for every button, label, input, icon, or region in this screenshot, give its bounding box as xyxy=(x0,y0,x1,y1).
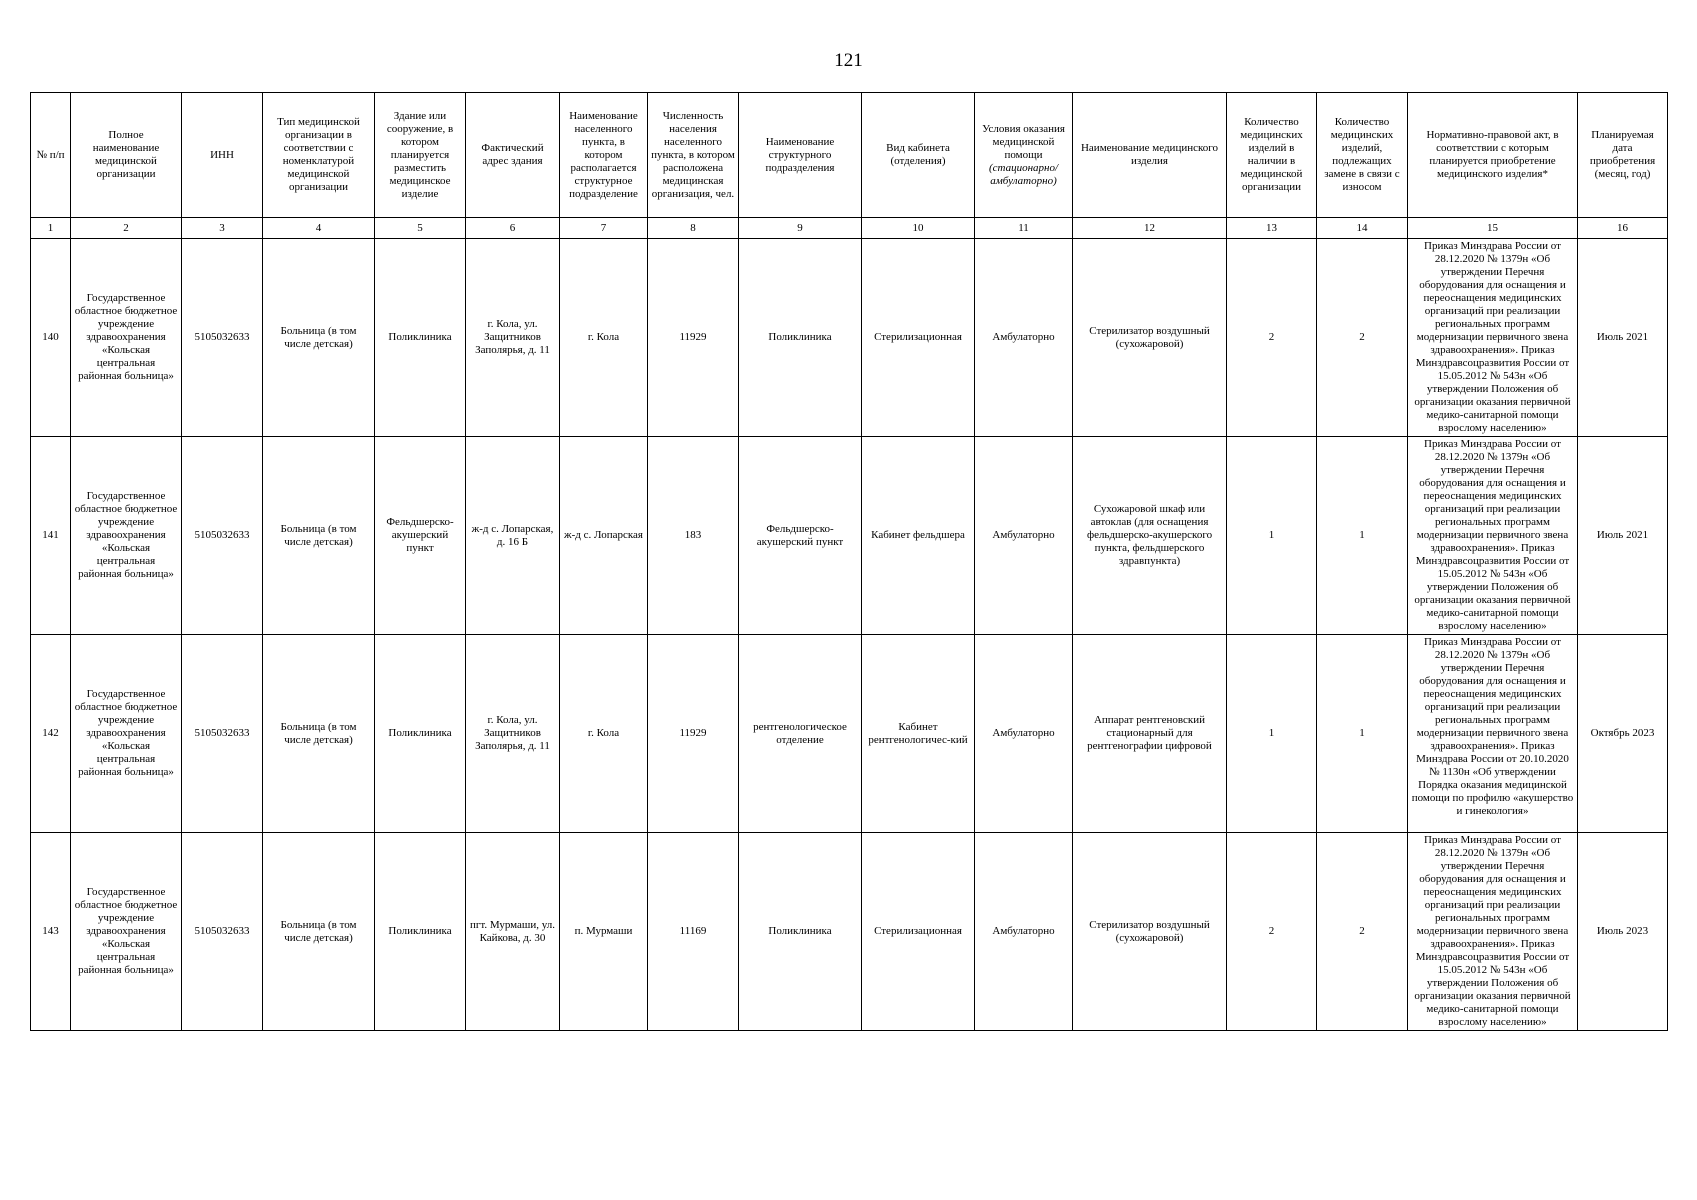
cell-inn: 5105032633 xyxy=(182,239,263,437)
cell-org-type: Больница (в том числе детская) xyxy=(263,437,375,635)
table-row xyxy=(31,239,1668,437)
cell-organization: Государственное областное бюджетное учреждение здравоохранения «Кольская центральная районная больница» xyxy=(71,437,182,635)
cell-number: 143 xyxy=(31,833,71,1031)
cell-address: г. Кола, ул. Защитников Заполярья, д. 11 xyxy=(466,635,560,833)
cell-device: Стерилизатор воздушный (сухожаровой) xyxy=(1073,239,1227,437)
cell-legal-act: Приказ Минздрава России от 28.12.2020 № 1379н «Об утверждении Перечня оборудования для оснащения и переоснащения медицинских организаций при реализации региональных программ модернизации первичного звена здравоохранения». Приказ Минздрава России от 20.10.2020 № 1130н «Об утверждении Порядка оказания медицинской помощи по профилю «акушерство и гинекология» xyxy=(1408,635,1578,833)
col-number: 11 xyxy=(975,218,1073,239)
cell-conditions: Амбулаторно xyxy=(975,437,1073,635)
cell-organization: Государственное областное бюджетное учреждение здравоохранения «Кольская центральная районная больница» xyxy=(71,833,182,1031)
col-header-organization: Полное наименование медицинской организации xyxy=(71,93,182,218)
cell-planned-date: Июль 2021 xyxy=(1578,437,1668,635)
cell-address: пгт. Мурмаши, ул. Кайкова, д. 30 xyxy=(466,833,560,1031)
cell-qty-available: 1 xyxy=(1227,437,1317,635)
col-header-number: № п/п xyxy=(31,93,71,218)
cell-org-type: Больница (в том числе детская) xyxy=(263,635,375,833)
cell-conditions: Амбулаторно xyxy=(975,833,1073,1031)
col-header-locality: Наименование населенного пункта, в котором располагается структурное подразделение xyxy=(560,93,648,218)
cell-legal-act: Приказ Минздрава России от 28.12.2020 № 1379н «Об утверждении Перечня оборудования для оснащения и переоснащения медицинских организаций при реализации региональных программ модернизации первичного звена здравоохранения». Приказ Минздравсоцразвития России от 15.05.2012 № 543н «Об утверждении Положения об организации оказания первичной медико-санитарной помощи взрослому населению» xyxy=(1408,437,1578,635)
cell-division: рентгенологическое отделение xyxy=(739,635,862,833)
cell-number: 140 xyxy=(31,239,71,437)
col-number: 3 xyxy=(182,218,263,239)
cell-planned-date: Июль 2023 xyxy=(1578,833,1668,1031)
cell-organization: Государственное областное бюджетное учреждение здравоохранения «Кольская центральная районная больница» xyxy=(71,239,182,437)
col-header-building: Здание или сооружение, в котором планируется разместить медицинское изделие xyxy=(375,93,466,218)
cell-population: 11169 xyxy=(648,833,739,1031)
cell-locality: г. Кола xyxy=(560,635,648,833)
col-header-conditions xyxy=(975,93,1073,218)
col-number: 1 xyxy=(31,218,71,239)
col-number: 16 xyxy=(1578,218,1668,239)
cell-building: Поликлиника xyxy=(375,833,466,1031)
col-number: 9 xyxy=(739,218,862,239)
cell-inn: 5105032633 xyxy=(182,635,263,833)
cell-conditions: Амбулаторно xyxy=(975,635,1073,833)
cell-cabinet: Стерилизационная xyxy=(862,833,975,1031)
col-header-qty-available: Количество медицинских изделий в наличии в медицинской организации xyxy=(1227,93,1317,218)
cell-qty-replace: 2 xyxy=(1317,833,1408,1031)
cell-cabinet: Кабинет фельдшера xyxy=(862,437,975,635)
cell-conditions: Амбулаторно xyxy=(975,239,1073,437)
cell-qty-replace: 2 xyxy=(1317,239,1408,437)
cell-number: 142 xyxy=(31,635,71,833)
cell-building: Фельдшерско-акушерский пункт xyxy=(375,437,466,635)
cell-legal-act: Приказ Минздрава России от 28.12.2020 № 1379н «Об утверждении Перечня оборудования для оснащения и переоснащения медицинских организаций при реализации региональных программ модернизации первичного звена здравоохранения». Приказ Минздравсоцразвития России от 15.05.2012 № 543н «Об утверждении Положения об организации оказания первичной медико-санитарной помощи взрослому населению» xyxy=(1408,833,1578,1031)
cell-device: Аппарат рентгеновский стационарный для рентгенографии цифровой xyxy=(1073,635,1227,833)
col-number: 8 xyxy=(648,218,739,239)
col-number: 15 xyxy=(1408,218,1578,239)
col-number: 4 xyxy=(263,218,375,239)
cell-locality: г. Кола xyxy=(560,239,648,437)
cell-division: Поликлиника xyxy=(739,833,862,1031)
col-header-device: Наименование медицинского изделия xyxy=(1073,93,1227,218)
cell-organization: Государственное областное бюджетное учреждение здравоохранения «Кольская центральная районная больница» xyxy=(71,635,182,833)
cell-device: Сухожаровой шкаф или автоклав (для оснащения фельдшерско-акушерского пункта, фельдшерского здравпункта) xyxy=(1073,437,1227,635)
cell-population: 11929 xyxy=(648,635,739,833)
cell-qty-replace: 1 xyxy=(1317,635,1408,833)
cell-device: Стерилизатор воздушный (сухожаровой) xyxy=(1073,833,1227,1031)
col-header-legal-act: Нормативно-правовой акт, в соответствии с которым планируется приобретение медицинского изделия* xyxy=(1408,93,1578,218)
cell-org-type: Больница (в том числе детская) xyxy=(263,239,375,437)
col-number: 5 xyxy=(375,218,466,239)
cell-building: Поликлиника xyxy=(375,635,466,833)
cell-planned-date: Октябрь 2023 xyxy=(1578,635,1668,833)
col-number: 6 xyxy=(466,218,560,239)
col-header-qty-replace: Количество медицинских изделий, подлежащих замене в связи с износом xyxy=(1317,93,1408,218)
cell-building: Поликлиника xyxy=(375,239,466,437)
cell-cabinet: Кабинет рентгенологичес-кий xyxy=(862,635,975,833)
col-header-conditions-label: Условия оказания медицинской помощи xyxy=(982,122,1065,161)
cell-cabinet: Стерилизационная xyxy=(862,239,975,437)
col-header-population: Численность населения населенного пункта, в котором расположена медицинская организация, чел. xyxy=(648,93,739,218)
col-number: 14 xyxy=(1317,218,1408,239)
cell-division: Поликлиника xyxy=(739,239,862,437)
cell-planned-date: Июль 2021 xyxy=(1578,239,1668,437)
table-row xyxy=(31,833,1668,1031)
cell-qty-available: 1 xyxy=(1227,635,1317,833)
cell-qty-replace: 1 xyxy=(1317,437,1408,635)
col-header-org-type: Тип медицинской организации в соответствии с номенклатурой медицинской организации xyxy=(263,93,375,218)
column-number-row xyxy=(31,218,1668,239)
col-header-division: Наименование структурного подразделения xyxy=(739,93,862,218)
table-row xyxy=(31,437,1668,635)
table-row xyxy=(31,635,1668,833)
col-number: 10 xyxy=(862,218,975,239)
col-header-inn: ИНН xyxy=(182,93,263,218)
cell-org-type: Больница (в том числе детская) xyxy=(263,833,375,1031)
cell-inn: 5105032633 xyxy=(182,833,263,1031)
cell-qty-available: 2 xyxy=(1227,239,1317,437)
equipment-table xyxy=(30,92,1668,1031)
cell-address: г. Кола, ул. Защитников Заполярья, д. 11 xyxy=(466,239,560,437)
cell-locality: ж-д с. Лопарская xyxy=(560,437,648,635)
col-header-planned-date: Планируемая дата приобретения (месяц, год) xyxy=(1578,93,1668,218)
col-header-address: Фактический адрес здания xyxy=(466,93,560,218)
col-number: 7 xyxy=(560,218,648,239)
cell-locality: п. Мурмаши xyxy=(560,833,648,1031)
header-row xyxy=(31,93,1668,218)
col-number: 2 xyxy=(71,218,182,239)
page-number: 121 xyxy=(834,50,863,71)
col-number: 13 xyxy=(1227,218,1317,239)
cell-inn: 5105032633 xyxy=(182,437,263,635)
cell-number: 141 xyxy=(31,437,71,635)
cell-legal-act: Приказ Минздрава России от 28.12.2020 № 1379н «Об утверждении Перечня оборудования для оснащения и переоснащения медицинских организаций при реализации региональных программ модернизации первичного звена здравоохранения». Приказ Минздравсоцразвития России от 15.05.2012 № 543н «Об утверждении Положения об организации оказания первичной медико-санитарной помощи взрослому населению» xyxy=(1408,239,1578,437)
cell-population: 11929 xyxy=(648,239,739,437)
cell-population: 183 xyxy=(648,437,739,635)
cell-division: Фельдшерско-акушерский пункт xyxy=(739,437,862,635)
cell-address: ж-д с. Лопарская, д. 16 Б xyxy=(466,437,560,635)
cell-qty-available: 2 xyxy=(1227,833,1317,1031)
col-number: 12 xyxy=(1073,218,1227,239)
col-header-conditions-note: (стационарно/ амбулаторно) xyxy=(988,161,1059,187)
col-header-cabinet: Вид кабинета (отделения) xyxy=(862,93,975,218)
